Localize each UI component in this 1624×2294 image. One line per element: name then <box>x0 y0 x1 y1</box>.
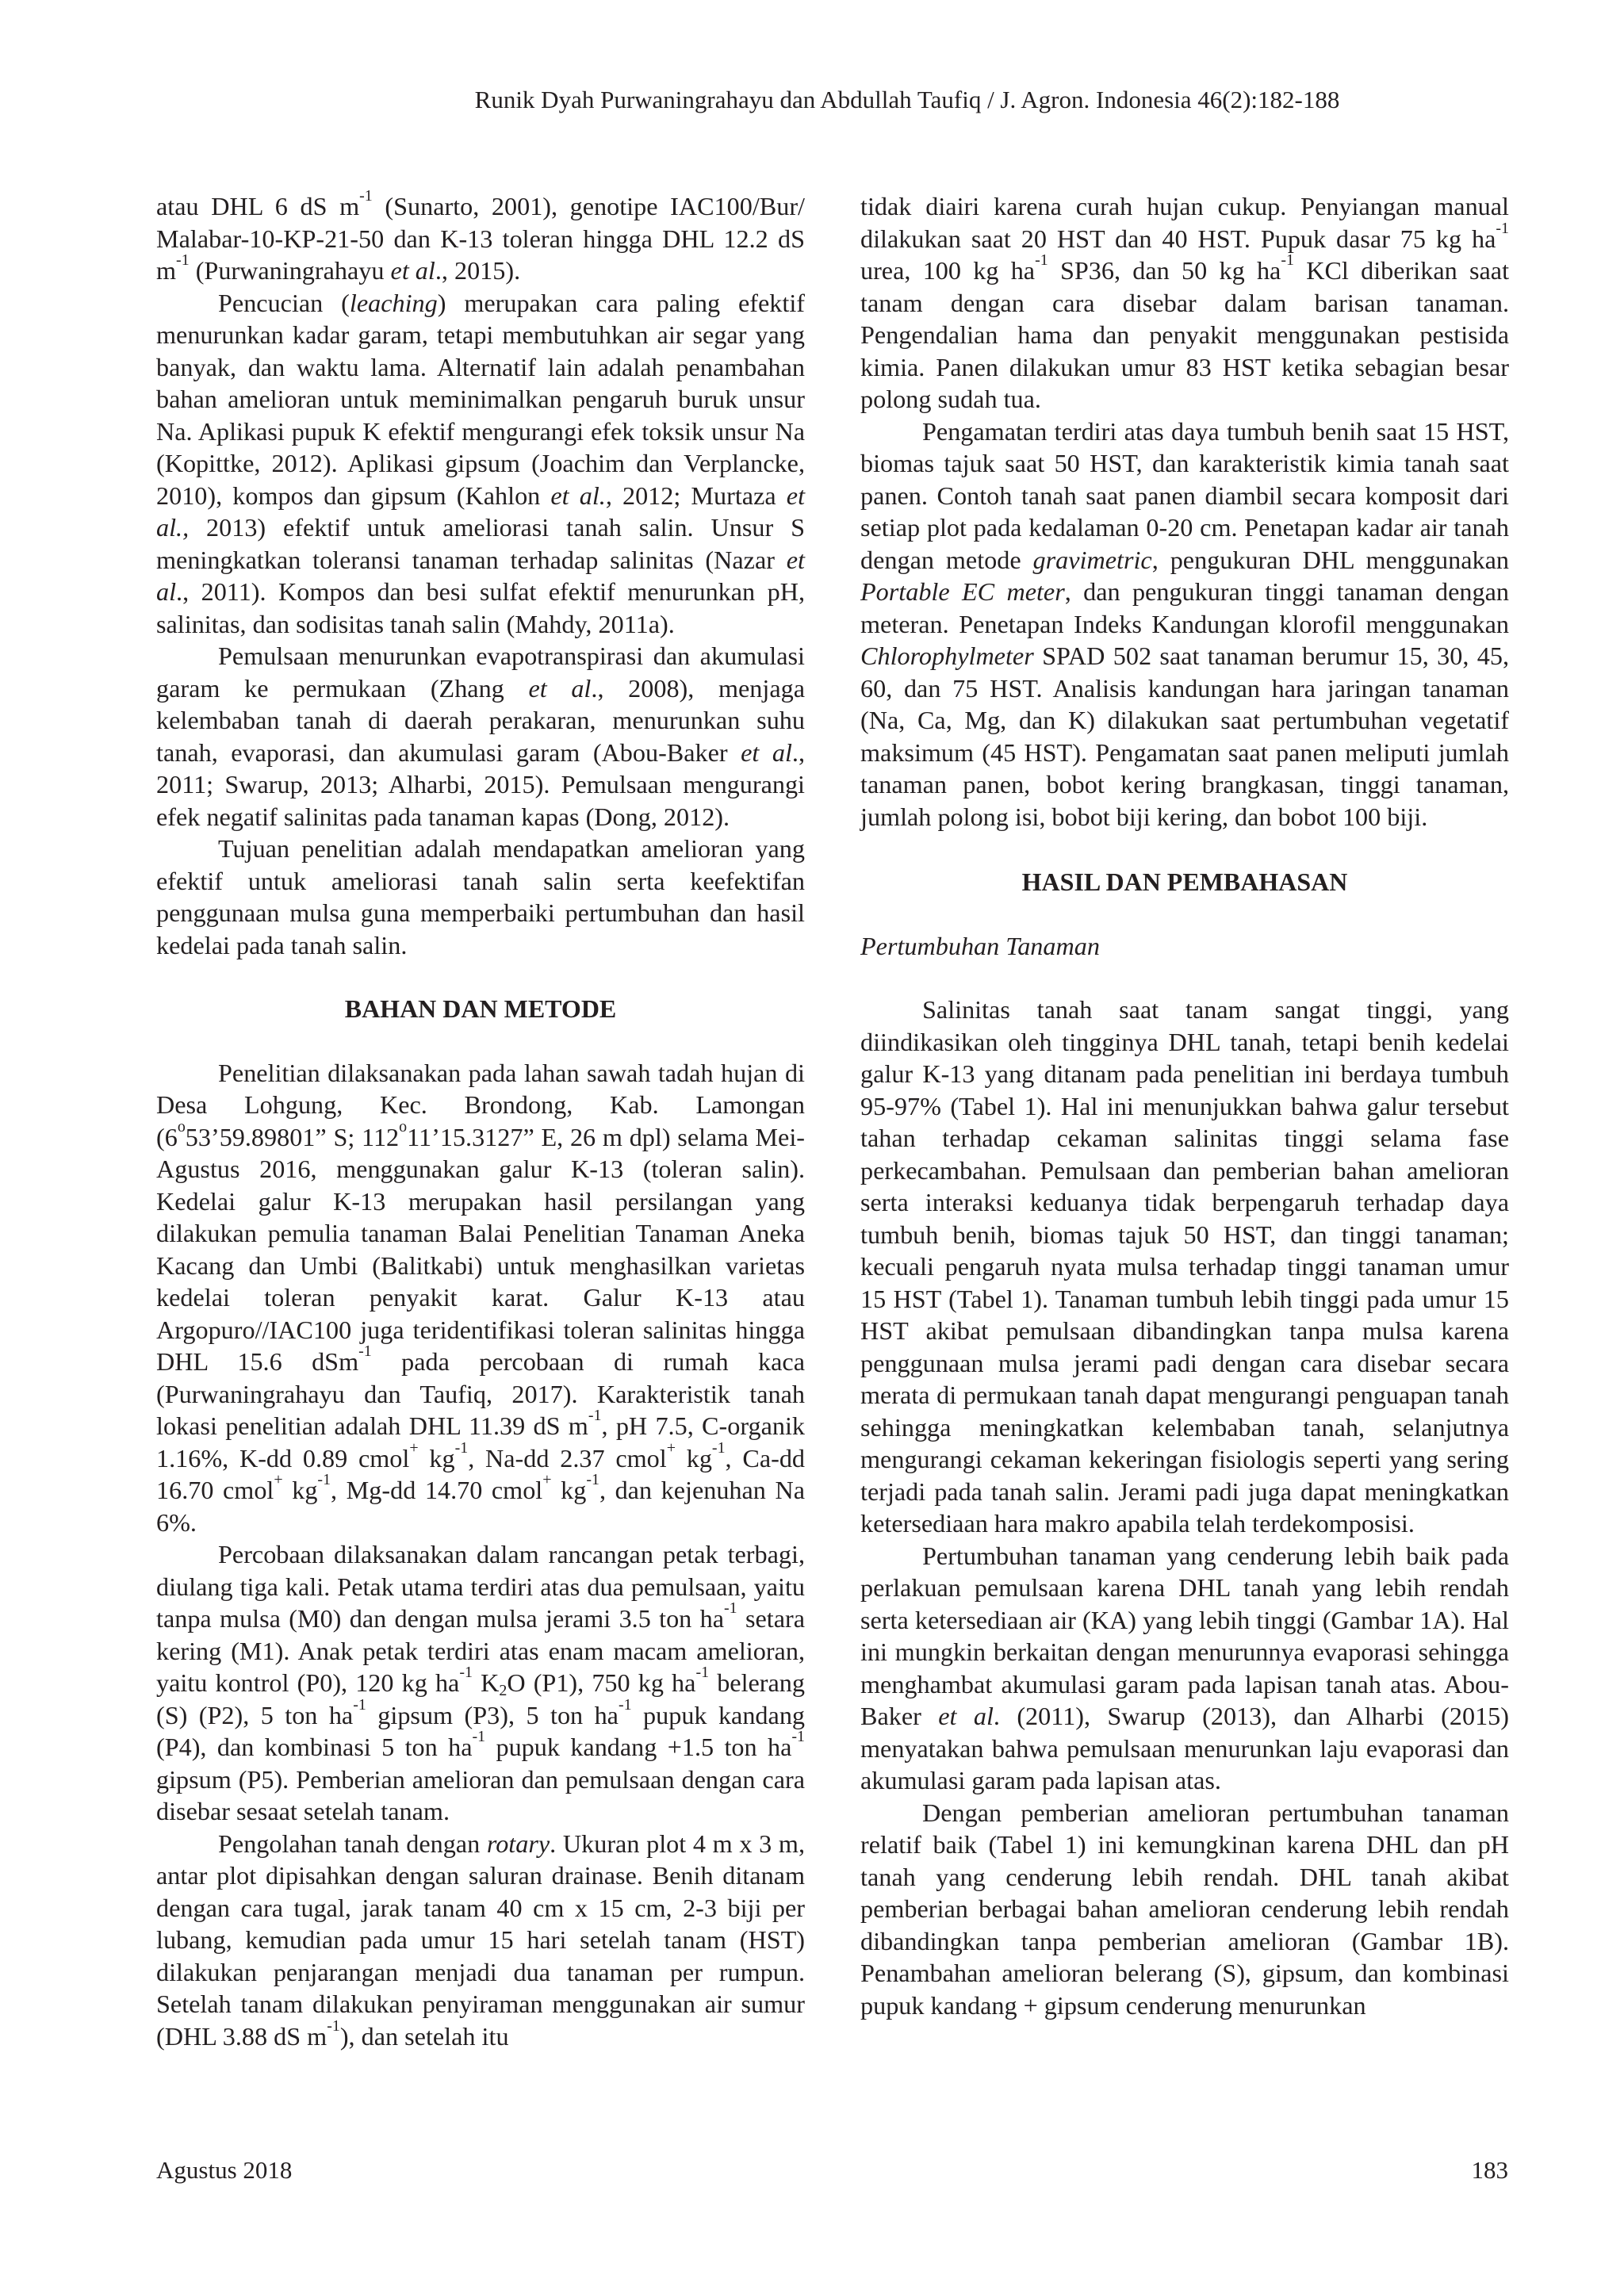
footer-date: Agustus 2018 <box>156 2156 293 2184</box>
paragraph: Percobaan dilaksanakan dalam rancangan petak terbagi, diulang tiga kali. Petak utama terdiri atas dua pemulsaan, yaitu tanpa mulsa (M0) dan dengan mulsa jerami 3.5 ton $ha^{-1}$ setara kering (M1). Anak petak terdiri atas enam macam amelioran, yaitu kontrol (P0), 120 kg $ha^{-1}$ $K_2O$ (P1), 750 kg $ha^{-1}$ belerang (S) (P2), 5 ton $ha^{-1}$ gipsum (P3), 5 ton $ha^{-1}$ pupuk kandang (P4), dan kombinasi 5 ton $ha^{-1}$ pupuk kandang +1.5 ton $ha^{-1}$ gipsum (P5). Pemberian amelioran dan pemulsaan dengan cara disebar sesaat setelah tanam. <box>156 1540 806 1825</box>
running-head: Runik Dyah Purwaningrahayu dan Abdullah Taufiq / J. Agron. Indonesia 46(2):182-188 <box>474 86 1340 113</box>
paragraph: Pemulsaan menurunkan evapotranspirasi dan akumulasi garam ke permukaan (Zhang et al., 2008), menjaga kelembaban tanah di daerah perakaran, menurunkan suhu tanah, evaporasi, dan akumulasi garam (Abou-Baker et al., 2011; Swarup, 2013; Alharbi, 2015). Pemulsaan mengurangi efek negatif salinitas pada tanaman kapas (Dong, 2012). <box>156 641 805 831</box>
paragraph: Tujuan penelitian adalah mendapatkan amelioran yang efektif untuk ameliorasi tanah salin serta keefektifan penggunaan mulsa guna memperbaiki pertumbuhan dan hasil kedelai pada tanah salin. <box>156 834 805 959</box>
paragraph: Pertumbuhan tanaman yang cenderung lebih baik pada perlakuan pemulsaan karena DHL tanah yang lebih rendah serta ketersediaan air (KA) yang lebih tinggi (Gambar 1A). Hal ini mungkin berkaitan dengan menurunnya evaporasi sehingga menghambat akumulasi garam pada lapisan tanah atas. Abou-Baker et al. (2011), Swarup (2013), dan Alharbi (2015) menyatakan bahwa pemulsaan menurunkan laju evaporasi dan akumulasi garam pada lapisan atas. <box>860 1541 1509 1794</box>
section-heading-methods: BAHAN DAN METODE <box>344 994 617 1023</box>
section-heading-results: HASIL DAN PEMBAHASAN <box>1021 867 1348 896</box>
subsection-heading: Pertumbuhan Tanaman <box>860 931 1100 960</box>
paragraph: atau DHL 6 dS $m^{-1}$ (Sunarto, 2001), genotipe IAC100/Bur/ Malabar-10-KP-21-50 dan K-13 toleran hingga DHL 12.2 dS $m^{-1}$ (Purwaningrahayu et al., 2015). <box>156 187 805 285</box>
paragraph: tidak diairi karena curah hujan cukup. Penyiangan manual dilakukan saat 20 HST dan 40 HST. Pupuk dasar 75 kg $ha^{-1}$ urea, 100 kg $ha^{-1}$ SP36, dan 50 kg $ha^{-1}$ KCl diberikan saat tanam dengan cara disebar dalam barisan tanaman. Pengendalian hama dan penyakit menggunakan pestisida kimia. Panen dilakukan umur 83 HST ketika sebagian besar polong sudah tua. <box>860 192 1510 413</box>
right-column <box>860 190 1509 2021</box>
paragraph: Penelitian dilaksanakan pada lahan sawah tadah hujan di Desa Lohgung, Kec. Brondong, Kab. Lamongan (6$^o$53’59.89801” S; 112$^o$11’15.3127” E, 26 m dpl) selama Mei-Agustus 2016, menggunakan galur K-13 (toleran salin). Kedelai galur K-13 merupakan hasil persilangan yang dilakukan pemulia tanaman Balai Penelitian Tanaman Aneka Kacang dan Umbi (Balitkabi) untuk menghasilkan varietas kedelai toleran penyakit karat. Galur K-13 atau Argopuro//IAC100 juga teridentifikasi toleran salinitas hingga DHL 15.6 dSm$^{-1}$ pada percobaan di rumah kaca (Purwaningrahayu dan Taufiq, 2017). Karakteristik tanah lokasi penelitian adalah DHL 11.39 dS $m^{-1}$, pH 7.5, C-organik 1.16%, K-dd 0.89 cmol+ $kg^{-1}$, Na-dd 2.37 cmol+ $kg^{-1}$, Ca-dd 16.70 cmol+ $kg^{-1}$, Mg-dd 14.70 cmol+ $kg^{-1}$, dan kejenuhan Na 6%. <box>156 1058 806 1537</box>
paragraph: Pengamatan terdiri atas daya tumbuh benih saat 15 HST, biomas tajuk saat 50 HST, dan karakteristik kimia tanah saat panen. Contoh tanah saat panen diambil secara komposit dari setiap plot pada kedalaman 0-20 cm. Penetapan kadar air tanah dengan metode gravimetric, pengukuran DHL menggunakan Portable EC meter, dan pengukuran tinggi tanaman dengan meteran. Penetapan Indeks Kandungan klorofil menggunakan Chlorophylmeter SPAD 502 saat tanaman berumur 15, 30, 45, 60, dan 75 HST. Analisis kandungan hara jaringan tanaman (Na, Ca, Mg, dan K) dilakukan saat pertumbuhan vegetatif maksimum (45 HST). Pengamatan saat panen meliputi jumlah tanaman panen, bobot kering brangkasan, tinggi tanaman, jumlah polong isi, bobot biji kering, dan bobot 100 biji. <box>860 416 1509 831</box>
paragraph: Salinitas tanah saat tanam sangat tinggi, yang diindikasikan oleh tingginya DHL tanah, tetapi benih kedelai galur K-13 yang ditanam pada penelitian ini berdaya tumbuh 95-97% (Tabel 1). Hal ini menunjukkan bahwa galur tersebut tahan terhadap cekaman salinitas tinggi selama fase perkecambahan. Pemulsaan dan pemberian bahan amelioran serta interaksi keduanya tidak berpengaruh terhadap daya tumbuh benih, biomas tajuk 50 HST, dan tinggi tanaman; kecuali pengaruh nyata mulsa terhadap tinggi tanaman umur 15 HST (Tabel 1). Tanaman tumbuh lebih tinggi pada umur 15 HST akibat pemulsaan dibandingkan tanpa mulsa karena penggunaan mulsa jerami padi dengan cara disebar secara merata di permukaan tanah dapat mengurangi penguapan tanah sehingga meningkatkan kelembaban tanah, selanjutnya mengurangi cekaman kekeringan fisiologis seperti yang sering terjadi pada tanah salin. Jerami padi juga dapat meningkatkan ketersediaan hara makro apabila telah terdekomposisi. <box>860 995 1509 1538</box>
paragraph: Pencucian (leaching) merupakan cara paling efektif menurunkan kadar garam, tetapi membutuhkan air segar yang banyak, dan waktu lama. Alternatif lain adalah penambahan bahan amelioran untuk meminimalkan pengaruh buruk unsur Na. Aplikasi pupuk K efektif mengurangi efek toksik unsur Na (Kopittke, 2012). Aplikasi gipsum (Joachim dan Verplancke, 2010), kompos dan gipsum (Kahlon et al., 2012; Murtaza et al., 2013) efektif untuk ameliorasi tanah salin. Unsur S meningkatkan toleransi tanaman terhadap salinitas (Nazar et al., 2011). Kompos dan besi sulfat efektif menurunkan pH, salinitas, dan sodisitas tanah salin (Mahdy, 2011a). <box>156 288 806 638</box>
paragraph: Pengolahan tanah dengan rotary. Ukuran plot 4 m x 3 m, antar plot dipisahkan dengan saluran drainase. Benih ditanam dengan cara tugal, jarak tanam 40 cm x 15 cm, 2-3 biji per lubang, kemudian pada umur 15 hari setelah tanam (HST) dilakukan penjarangan menjadi dua tanaman per rumpun. Setelah tanam dilakukan penyiraman menggunakan air sumur (DHL 3.88 dS $m^{-1}$), dan setelah itu <box>156 1829 805 2051</box>
paragraph: Dengan pemberian amelioran pertumbuhan tanaman relatif baik (Tabel 1) ini kemungkinan karena DHL dan pH tanah yang cenderung lebih rendah. DHL tanah akibat pemberian berbagai bahan amelioran cenderung lebih rendah dibandingkan tanpa pemberian amelioran (Gambar 1B). Penambahan amelioran belerang (S), gipsum, dan kombinasi pupuk kandang + gipsum cenderung menurunkan <box>860 1798 1509 2020</box>
page-number: 183 <box>1471 2156 1508 2184</box>
left-column <box>156 187 806 2052</box>
